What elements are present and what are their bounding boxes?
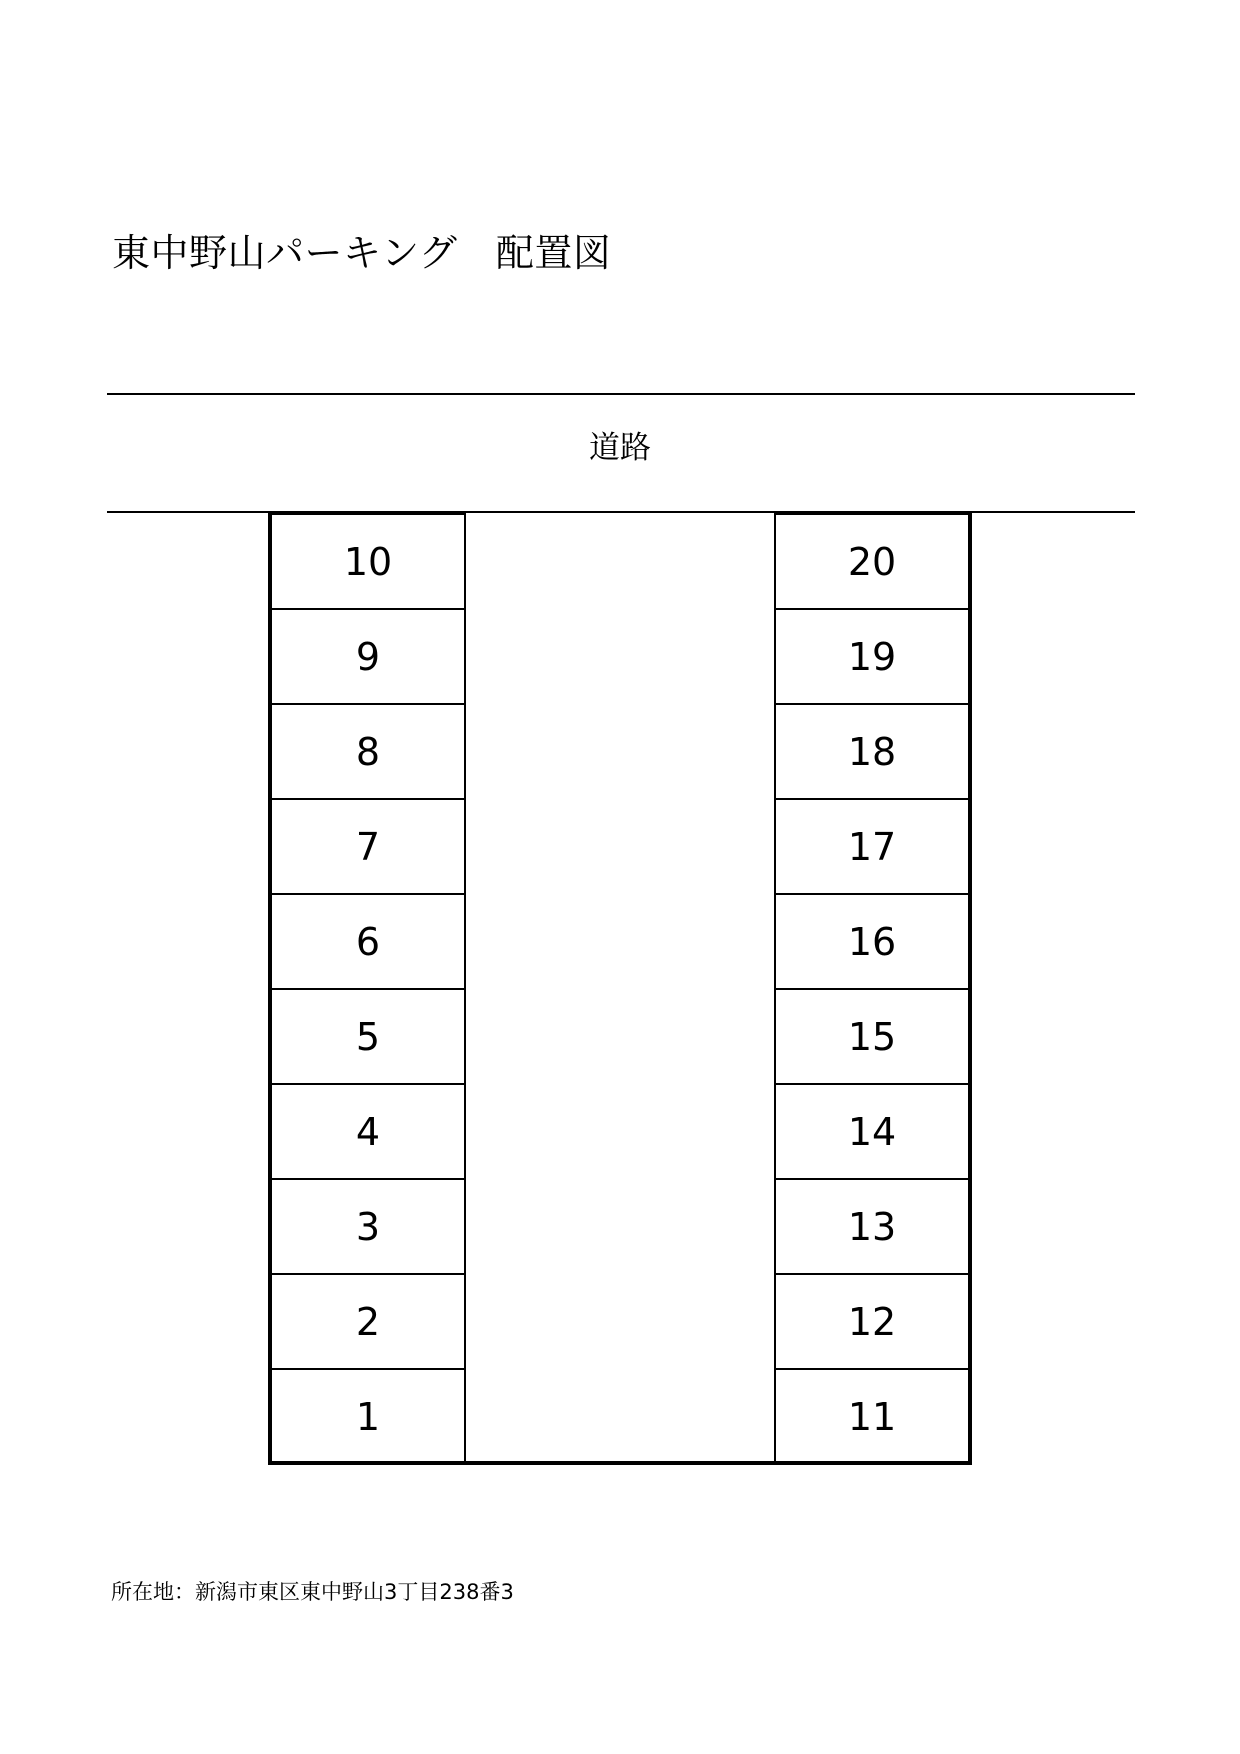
parking-space: 16 (776, 893, 968, 988)
parking-space: 9 (272, 608, 464, 703)
parking-space: 12 (776, 1273, 968, 1368)
parking-space: 20 (776, 513, 968, 608)
road-top-line (107, 393, 1135, 395)
parking-space: 8 (272, 703, 464, 798)
parking-space: 2 (272, 1273, 464, 1368)
parking-space: 19 (776, 608, 968, 703)
parking-space: 14 (776, 1083, 968, 1178)
address-text: 所在地：新潟市東区東中野山3丁目238番3 (111, 1580, 514, 1604)
parking-space: 7 (272, 798, 464, 893)
parking-space: 18 (776, 703, 968, 798)
page-title: 東中野山パーキング 配置図 (112, 231, 612, 275)
parking-space: 13 (776, 1178, 968, 1273)
parking-space: 1 (272, 1368, 464, 1463)
parking-space: 10 (272, 513, 464, 608)
parking-space: 5 (272, 988, 464, 1083)
parking-space: 15 (776, 988, 968, 1083)
parking-space: 3 (272, 1178, 464, 1273)
road-label: 道路 (589, 430, 651, 466)
parking-lot (268, 513, 972, 1465)
parking-space: 17 (776, 798, 968, 893)
aisle-left-border (464, 513, 466, 1461)
parking-space: 6 (272, 893, 464, 988)
parking-space: 11 (776, 1368, 968, 1463)
parking-space: 4 (272, 1083, 464, 1178)
